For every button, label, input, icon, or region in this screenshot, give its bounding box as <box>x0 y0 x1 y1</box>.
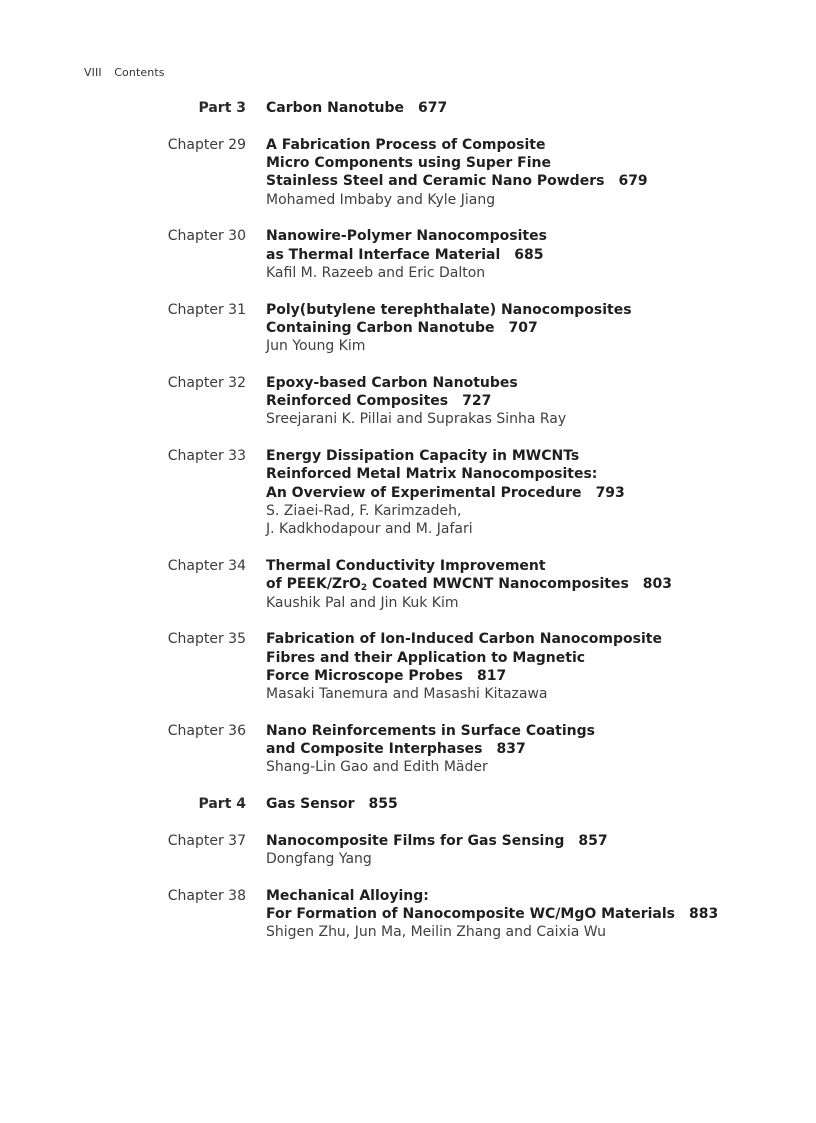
chapter-label: Chapter 38 <box>167 887 246 904</box>
entry-body <box>266 832 796 869</box>
page-number[interactable]: 677 <box>418 100 448 116</box>
entry-title-line[interactable] <box>266 740 796 758</box>
toc-chapter[interactable] <box>0 136 816 209</box>
entry-title-text: of PEEK/ZrO$_2$ Coated MWCNT Nanocomposites <box>266 576 629 594</box>
entry-body <box>266 374 796 429</box>
entry-title-line[interactable] <box>266 832 796 850</box>
toc-chapter[interactable] <box>0 722 816 777</box>
entry-body <box>266 557 796 612</box>
toc-chapter[interactable] <box>0 832 816 869</box>
entry-title-line[interactable] <box>266 722 796 740</box>
entry-title-text: Stainless Steel and Ceramic Nano Powders <box>266 173 605 190</box>
entry-title-line[interactable] <box>266 246 796 264</box>
entry-body <box>266 136 796 209</box>
page-folio: VIII <box>84 66 102 79</box>
entry-authors: Sreejarani K. Pillai and Suprakas Sinha Ray <box>266 411 567 428</box>
entry-authors: J. Kadkhodapour and M. Jafari <box>266 521 473 538</box>
entry-authors: Mohamed Imbaby and Kyle Jiang <box>266 191 496 208</box>
page-number[interactable]: 857 <box>578 832 608 849</box>
entry-authors: Kafil M. Razeeb and Eric Dalton <box>266 264 486 281</box>
entry-title-text: Reinforced Metal Matrix Nanocomposites: <box>266 466 598 483</box>
entry-title-line[interactable] <box>266 136 796 154</box>
entry-title-text: Carbon Nanotube <box>266 100 405 116</box>
entry-authors: Kaushik Pal and Jin Kuk Kim <box>266 594 459 611</box>
entry-body <box>266 99 796 117</box>
entry-title-line[interactable] <box>266 484 796 502</box>
page-number[interactable]: 817 <box>477 667 507 684</box>
entry-title-text: Gas Sensor <box>266 796 355 813</box>
page-number[interactable]: 883 <box>688 906 719 923</box>
entry-body <box>266 227 796 282</box>
entry-title-line[interactable] <box>266 905 796 923</box>
toc-chapter[interactable] <box>0 301 816 356</box>
entry-authors: Jun Young Kim <box>266 338 366 355</box>
entry-title-line[interactable] <box>266 447 796 465</box>
toc-chapter[interactable] <box>0 447 816 538</box>
entry-title-line[interactable] <box>266 392 796 410</box>
entry-title-text: Micro Components using Super Fine <box>266 154 552 171</box>
entry-title-line[interactable] <box>266 575 796 593</box>
chapter-label: Chapter 37 <box>167 832 246 849</box>
entry-authors: Dongfang Yang <box>266 851 372 868</box>
entry-authors: Shang-Lin Gao and Edith Mäder <box>266 759 488 776</box>
page-number[interactable]: 679 <box>618 173 648 190</box>
toc-chapter[interactable] <box>0 227 816 282</box>
entry-title-line[interactable] <box>266 465 796 483</box>
chapter-label: Chapter 36 <box>167 722 246 739</box>
entry-title-line[interactable] <box>266 319 796 337</box>
chapter-label: Chapter 35 <box>167 631 246 648</box>
entry-title-text: and Composite Interphases <box>266 741 483 758</box>
entry-title-text: Fabrication of Ion-Induced Carbon Nanocomposite <box>266 631 662 648</box>
entry-body <box>266 795 796 813</box>
entry-title-text: Epoxy-based Carbon Nanotubes <box>266 374 518 391</box>
entry-title-text: as Thermal Interface Material <box>266 246 501 263</box>
chapter-label: Chapter 30 <box>167 228 246 245</box>
toc-chapter[interactable] <box>0 374 816 429</box>
entry-authors: S. Ziaei-Rad, F. Karimzadeh, <box>266 503 462 519</box>
part-label: Part 3 <box>198 100 246 116</box>
entry-title-text: Fibres and their Application to Magnetic <box>266 649 586 666</box>
toc-part[interactable] <box>0 99 816 117</box>
entry-title-text: Energy Dissipation Capacity in MWCNTs <box>266 448 580 465</box>
toc-chapter[interactable] <box>0 887 816 942</box>
entry-title-text: An Overview of Experimental Procedure <box>266 484 582 501</box>
page-number[interactable]: 727 <box>462 393 492 410</box>
chapter-label: Chapter 32 <box>167 374 246 391</box>
running-head-title: Contents <box>114 66 165 79</box>
entry-title-line[interactable] <box>266 154 796 172</box>
page-number[interactable]: 685 <box>514 246 544 263</box>
running-head <box>84 66 165 79</box>
entry-title-text: Nanocomposite Films for Gas Sensing <box>266 832 565 849</box>
entry-title-line[interactable] <box>266 99 796 117</box>
page-number[interactable]: 707 <box>508 319 538 336</box>
entry-title-line[interactable] <box>266 227 796 245</box>
entry-authors: Masaki Tanemura and Masashi Kitazawa <box>266 686 548 703</box>
chapter-label: Chapter 34 <box>167 557 246 574</box>
toc-chapter[interactable] <box>0 630 816 703</box>
entry-title-text: Mechanical Alloying: <box>266 887 429 904</box>
entry-title-line[interactable] <box>266 557 796 575</box>
toc-chapter[interactable] <box>0 557 816 612</box>
entry-title-line[interactable] <box>266 667 796 685</box>
chapter-label: Chapter 29 <box>167 136 246 153</box>
entry-body <box>266 447 796 538</box>
page-number[interactable]: 837 <box>496 741 526 758</box>
entry-title-line[interactable] <box>266 795 796 813</box>
entry-title-text: Reinforced Composites <box>266 393 449 410</box>
entry-body <box>266 301 796 356</box>
table-of-contents <box>0 99 816 960</box>
entry-body <box>266 630 796 703</box>
entry-title-line[interactable] <box>266 374 796 392</box>
entry-title-text: Poly(butylene terephthalate) Nanocomposites <box>266 301 632 318</box>
entry-title-line[interactable] <box>266 301 796 319</box>
entry-title-line[interactable] <box>266 172 796 190</box>
entry-title-line[interactable] <box>266 887 796 905</box>
entry-authors: Shigen Zhu, Jun Ma, Meilin Zhang and Caixia Wu <box>266 924 606 941</box>
page-number[interactable]: 855 <box>368 796 398 813</box>
entry-title-line[interactable] <box>266 630 796 648</box>
page-number[interactable]: 803 <box>642 576 673 593</box>
page-number[interactable]: 793 <box>595 484 625 501</box>
entry-title-line[interactable] <box>266 649 796 667</box>
toc-part[interactable] <box>0 795 816 813</box>
entry-body <box>266 887 796 942</box>
entry-title-text: Nanowire-Polymer Nanocomposites <box>266 228 547 245</box>
entry-title-text: Force Microscope Probes <box>266 667 464 684</box>
entry-title-text: Thermal Conductivity Improvement <box>266 557 546 574</box>
entry-body <box>266 722 796 777</box>
part-label: Part 4 <box>198 796 246 813</box>
chapter-label: Chapter 33 <box>167 448 246 465</box>
chapter-label: Chapter 31 <box>167 301 246 318</box>
entry-title-text: Containing Carbon Nanotube <box>266 319 495 336</box>
entry-title-text: Nano Reinforcements in Surface Coatings <box>266 722 595 739</box>
entry-title-text: A Fabrication Process of Composite <box>266 136 546 153</box>
entry-title-text: For Formation of Nanocomposite WC/MgO Materials <box>266 906 675 923</box>
